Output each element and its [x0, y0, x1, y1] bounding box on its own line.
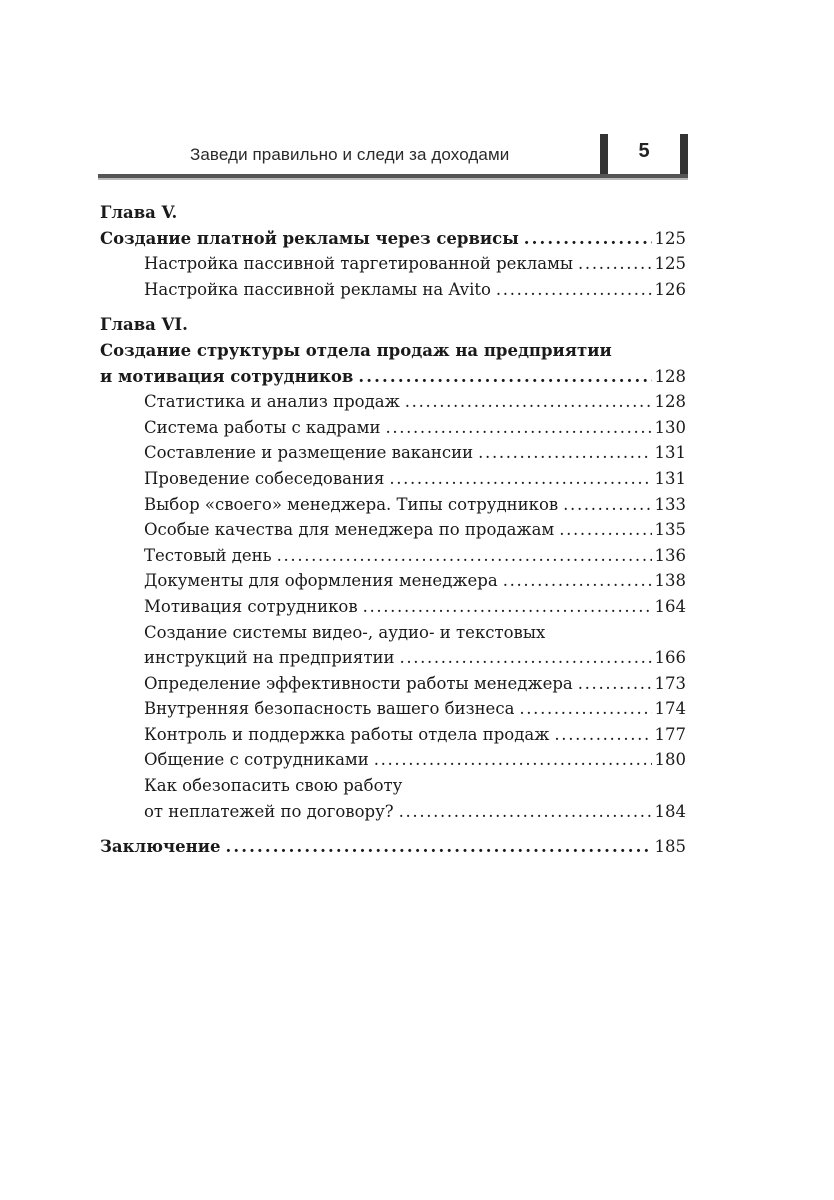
chapter-5	[100, 200, 686, 302]
toc-entry-title: Настройка пассивной таргетированной рекламы	[144, 254, 574, 274]
dot-leader	[578, 671, 652, 697]
toc-entry-title: Создание платной рекламы через сервисы	[100, 228, 519, 248]
toc-entry-title: Заключение	[100, 837, 221, 857]
toc-entry-title: Составление и размещение вакансии	[144, 443, 474, 463]
toc-entry-page: 174	[654, 699, 686, 719]
running-title: Заведи правильно и следи за доходами	[190, 145, 510, 164]
page-tab-right-bar	[680, 134, 688, 178]
toc-entry-page: 180	[654, 750, 686, 770]
toc-entry[interactable]	[100, 389, 686, 415]
toc-entry-page: 177	[654, 724, 686, 744]
toc-entry[interactable]	[100, 645, 686, 671]
dot-leader	[563, 492, 651, 518]
dot-leader	[559, 517, 651, 543]
toc-entry[interactable]	[100, 722, 686, 748]
toc-entry[interactable]	[100, 251, 686, 277]
toc-entry-page: 138	[654, 571, 686, 591]
toc-entry-title: Общение с сотрудниками	[144, 750, 369, 770]
dot-leader	[524, 226, 652, 252]
toc-entry-title: и мотивация сотрудников	[100, 366, 354, 386]
toc-entry-title: Проведение собеседования	[144, 468, 385, 488]
toc-entry-page: 135	[654, 520, 686, 540]
toc-entry-page: 128	[654, 366, 686, 386]
toc-entry-page: 184	[654, 801, 686, 821]
toc-entry-title: Система работы с кадрами	[144, 417, 381, 437]
toc-entry-page: 126	[654, 279, 686, 299]
toc-entry-page: 131	[654, 443, 686, 463]
toc-entry-page: 164	[654, 596, 686, 616]
toc-entry-page: 128	[654, 392, 686, 412]
dot-leader	[358, 364, 651, 390]
toc-entry[interactable]	[100, 747, 686, 773]
toc-entry[interactable]	[100, 568, 686, 594]
toc-entry-title: Мотивация сотрудников	[144, 596, 358, 616]
toc-entry-title: Документы для оформления менеджера	[144, 571, 498, 591]
toc-entry-title: инструкций на предприятии	[144, 648, 395, 668]
dot-leader	[578, 251, 651, 277]
toc-entry-title: от неплатежей по договору?	[144, 801, 394, 821]
dot-leader	[277, 543, 652, 569]
toc-entry[interactable]	[100, 466, 686, 492]
toc-entry[interactable]	[100, 226, 686, 252]
toc-entry[interactable]	[100, 696, 686, 722]
toc-entry-title: Особые качества для менеджера по продажам	[144, 520, 555, 540]
dot-leader	[503, 568, 652, 594]
dot-leader	[374, 747, 652, 773]
toc-entry-title: Тестовый день	[144, 545, 272, 565]
toc-entry-title: Контроль и поддержка работы отдела продаж	[144, 724, 550, 744]
dot-leader	[554, 722, 651, 748]
toc-entry-title: Статистика и анализ продаж	[144, 392, 400, 412]
toc-entry-page: 125	[654, 228, 686, 248]
toc-entry[interactable]	[100, 415, 686, 441]
toc-entry[interactable]	[100, 671, 686, 697]
page-number: 5	[638, 140, 650, 162]
toc-entry-title: Настройка пассивной рекламы на Avito	[144, 279, 491, 299]
toc-entry[interactable]	[100, 799, 686, 825]
chapter-label: Глава V.	[100, 203, 178, 222]
table-of-contents	[100, 200, 686, 860]
dot-leader	[519, 696, 651, 722]
dot-leader	[385, 415, 651, 441]
toc-entry-page: 173	[654, 673, 686, 693]
dot-leader	[478, 440, 651, 466]
toc-entry-page: 125	[654, 254, 686, 274]
toc-entry-title: Выбор «своего» менеджера. Типы сотрудников	[144, 494, 559, 514]
chapter-title-line: Создание структуры отдела продаж на предприятии	[100, 340, 612, 360]
toc-entry-title: Внутренняя безопасность вашего бизнеса	[144, 699, 515, 719]
toc-entry-page: 131	[654, 468, 686, 488]
toc-entry-page: 166	[654, 648, 686, 668]
page-tab-left-bar	[600, 134, 608, 178]
dot-leader	[363, 594, 652, 620]
toc-entry[interactable]	[100, 492, 686, 518]
toc-entry-conclusion[interactable]	[100, 834, 686, 860]
toc-entry-page: 130	[654, 417, 686, 437]
toc-entry-page: 136	[654, 545, 686, 565]
toc-entry[interactable]	[100, 543, 686, 569]
chapter-label: Глава VI.	[100, 315, 188, 335]
dot-leader	[399, 645, 651, 671]
dot-leader	[405, 389, 652, 415]
dot-leader	[389, 466, 651, 492]
toc-entry[interactable]	[100, 594, 686, 620]
header-rule-shadow	[98, 178, 688, 180]
toc-entry[interactable]	[100, 440, 686, 466]
dot-leader	[496, 277, 652, 303]
toc-entry-page: 185	[654, 837, 686, 857]
toc-entry-title-line[interactable]: Создание системы видео-, аудио- и текстовых	[144, 622, 546, 642]
toc-entry-title: Определение эффективности работы менеджера	[144, 673, 573, 693]
toc-entry-title-line[interactable]: Как обезопасить свою работу	[144, 776, 403, 796]
dot-leader	[399, 799, 652, 825]
toc-entry[interactable]	[100, 364, 686, 390]
dot-leader	[225, 834, 651, 860]
toc-entry[interactable]	[100, 277, 686, 303]
chapter-6	[100, 312, 686, 824]
toc-entry-page: 133	[654, 494, 686, 514]
toc-entry[interactable]	[100, 517, 686, 543]
